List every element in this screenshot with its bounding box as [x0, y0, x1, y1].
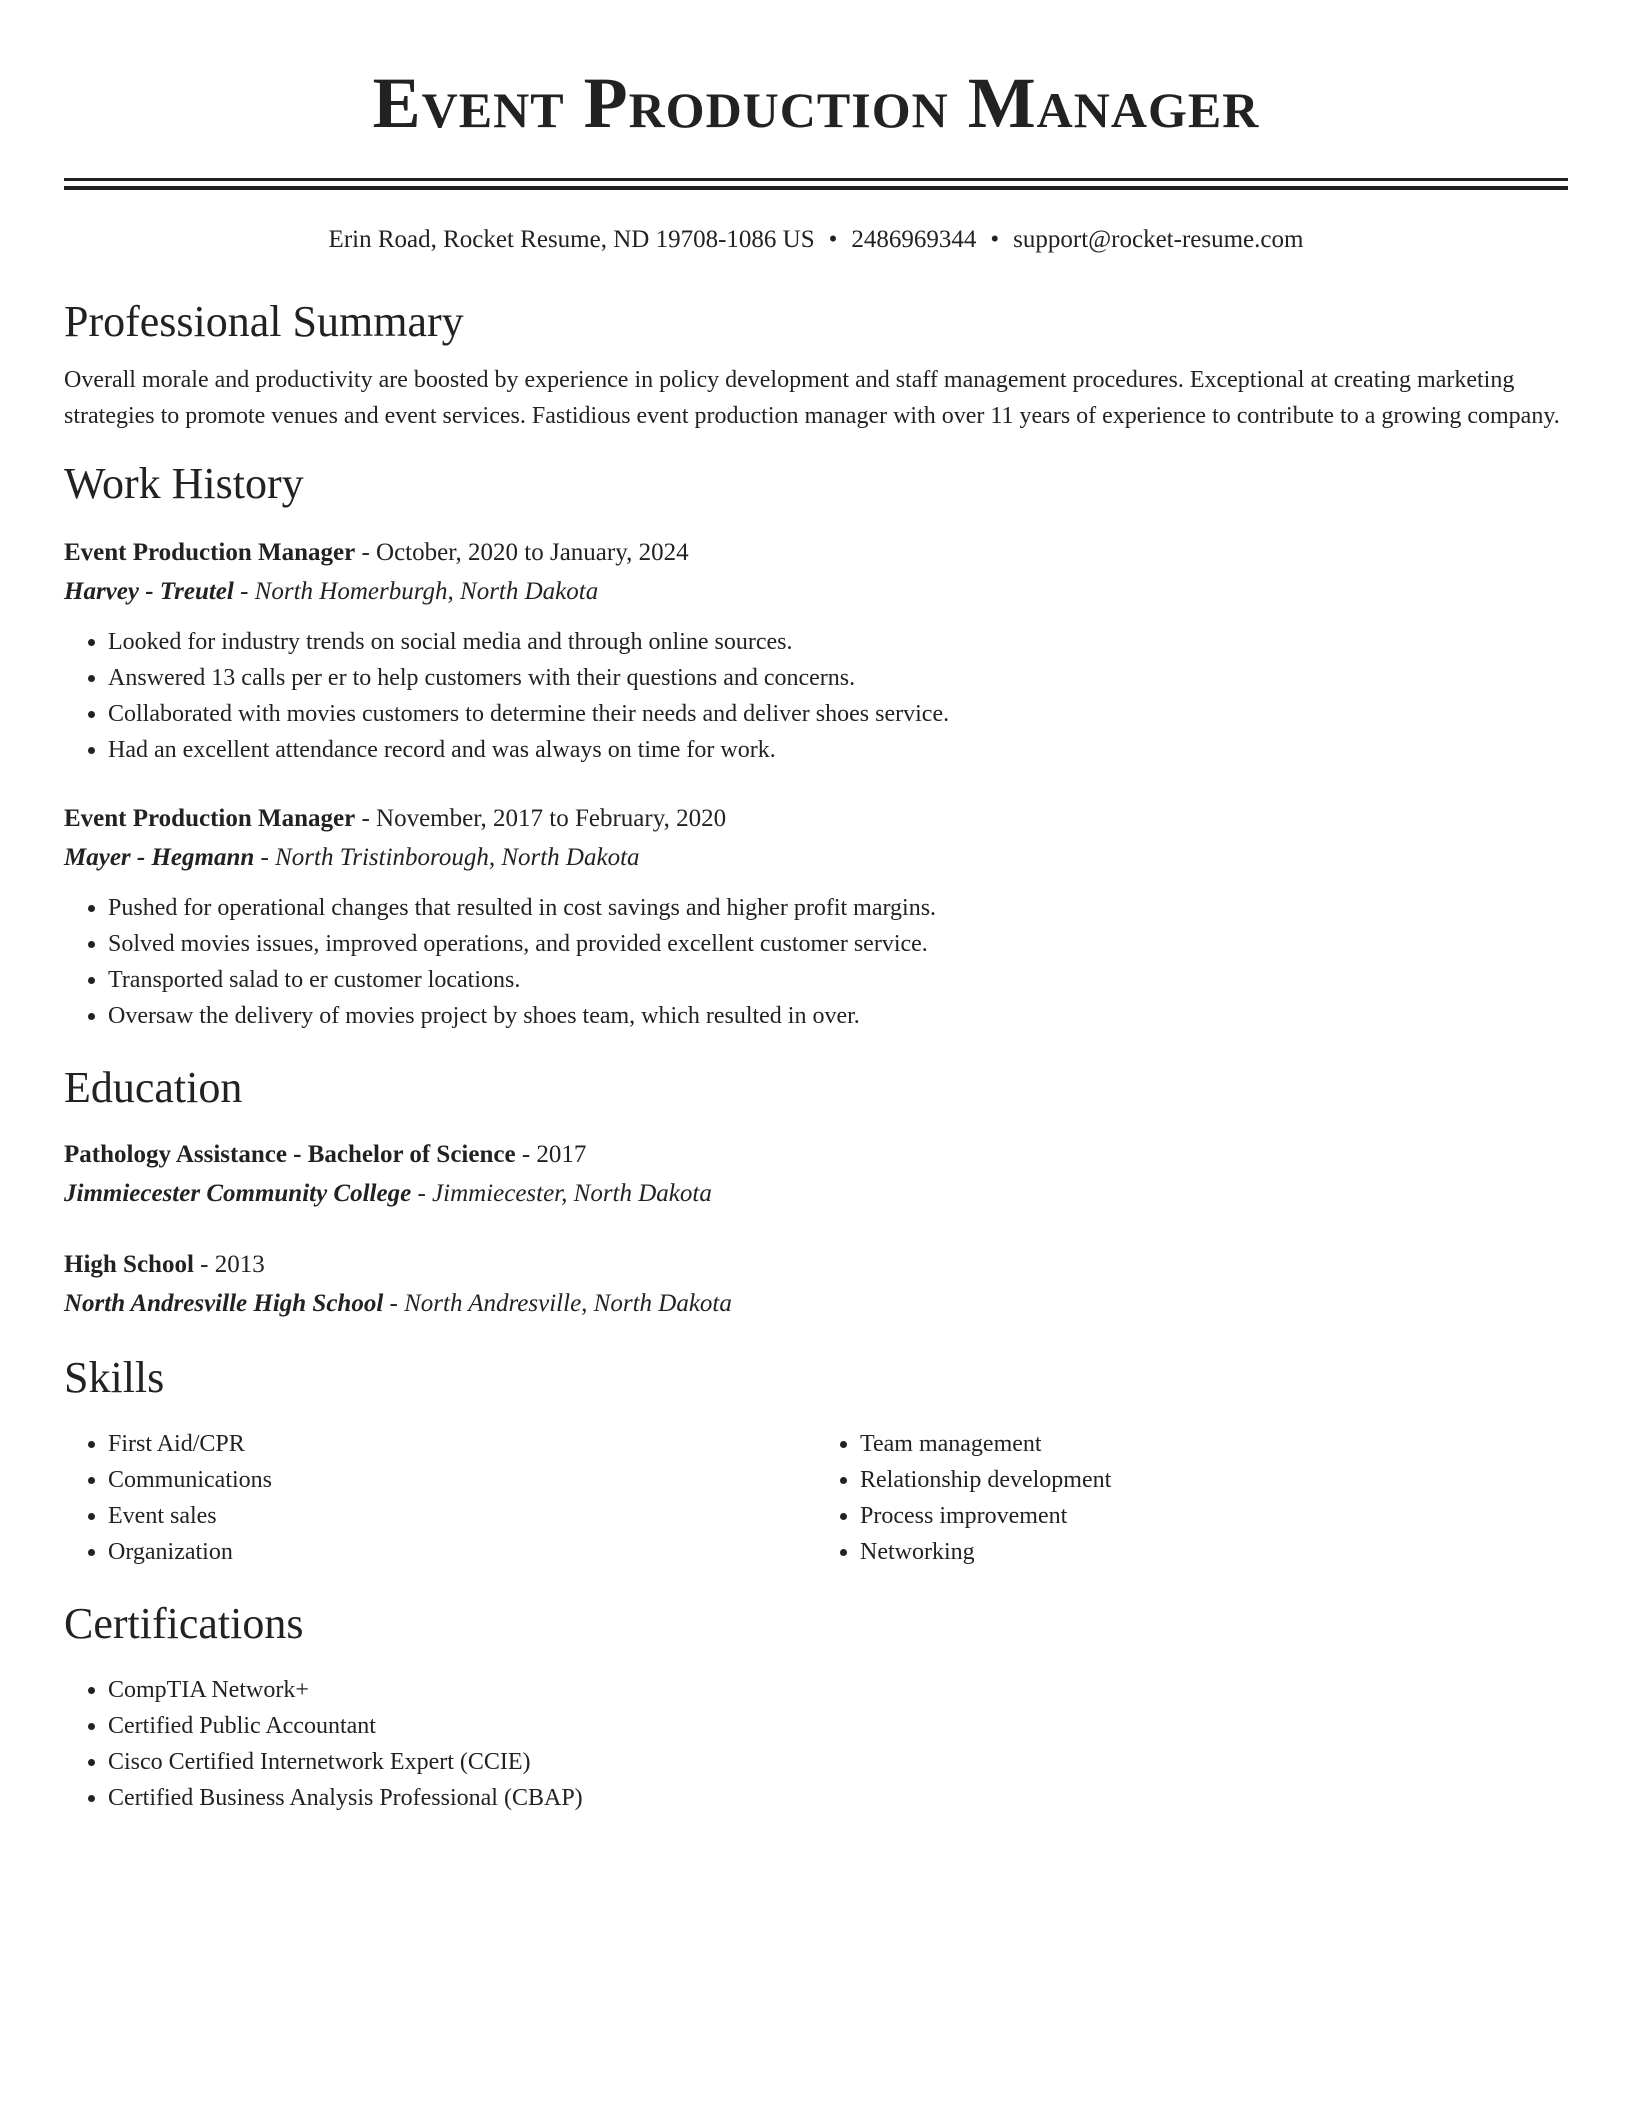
skills-list-right — [816, 1426, 1568, 1570]
list-item: • Organization — [108, 1534, 816, 1570]
job-bullet-list — [64, 624, 1568, 768]
list-item: • Process improvement — [860, 1498, 1568, 1534]
education-school-line — [64, 1284, 1568, 1324]
contact-phone: 2486969344 — [851, 226, 977, 253]
list-item: • Looked for industry trends on social media and through online sources. — [108, 624, 1568, 660]
contact-address: Erin Road, Rocket Resume, ND 19708-1086 US — [328, 226, 815, 253]
summary-text: Overall morale and productivity are boosted by experience in policy development and staff management procedures. Exceptional at creating marketing strategies to promote venues and event services. Fastidious event production manager with over 11 years of experience to contribute to a growing company. — [64, 367, 1560, 429]
education-degree-line — [64, 1136, 1568, 1174]
list-item: • Networking — [860, 1534, 1568, 1570]
list-item: • Solved movies issues, improved operations, and provided excellent customer service. — [108, 926, 1568, 962]
list-item: • CompTIA Network+ — [108, 1672, 1568, 1708]
contact-line — [64, 224, 1568, 256]
header-double-rule — [64, 178, 1568, 190]
education-school-line — [64, 1174, 1568, 1214]
list-item: • First Aid/CPR — [108, 1426, 816, 1462]
job-title-line — [64, 800, 1568, 838]
education-degree: High School — [64, 1251, 194, 1278]
job-title: Event Production Manager — [64, 805, 356, 832]
section-heading-education: Education — [64, 1063, 243, 1112]
list-item: • Answered 13 calls per er to help customers with their questions and concerns. — [108, 660, 1568, 696]
education-year: - 2017 — [515, 1141, 587, 1168]
education-entry — [64, 1246, 1568, 1324]
skills-columns — [64, 1426, 1568, 1570]
list-item: • Relationship development — [860, 1462, 1568, 1498]
list-item: • Collaborated with movies customers to determine their needs and deliver shoes service. — [108, 696, 1568, 732]
skills-list-left — [64, 1426, 816, 1570]
education-school: Jimmiecester Community College — [64, 1180, 412, 1207]
section-heading-summary: Professional Summary — [64, 297, 464, 346]
job-entry — [64, 534, 1568, 768]
list-item: • Oversaw the delivery of movies project by shoes team, which resulted in over. — [108, 998, 1568, 1034]
job-company: Mayer - Hegmann — [64, 844, 255, 871]
education-location: - Jimmiecester, North Dakota — [411, 1180, 712, 1207]
job-title: Event Production Manager — [64, 539, 356, 566]
list-item: • Communications — [108, 1462, 816, 1498]
job-company: Harvey - Treutel — [64, 578, 234, 605]
education-degree-line — [64, 1246, 1568, 1284]
contact-separator: • — [828, 226, 838, 253]
list-item: • Team management — [860, 1426, 1568, 1462]
list-item: • Certified Business Analysis Professional (CBAP) — [108, 1780, 1568, 1816]
list-item: • Cisco Certified Internetwork Expert (CCIE) — [108, 1744, 1568, 1780]
section-heading-certifications: Certifications — [64, 1599, 304, 1648]
job-dates: - November, 2017 to February, 2020 — [355, 805, 727, 832]
list-item: • Event sales — [108, 1498, 816, 1534]
education-year: - 2013 — [193, 1251, 265, 1278]
education-location: - North Andresville, North Dakota — [383, 1290, 732, 1317]
list-item: • Had an excellent attendance record and was always on time for work. — [108, 732, 1568, 768]
job-dates: - October, 2020 to January, 2024 — [355, 539, 689, 566]
education-degree: Pathology Assistance - Bachelor of Science — [64, 1141, 516, 1168]
list-item: • Transported salad to er customer locations. — [108, 962, 1568, 998]
job-bullet-list — [64, 890, 1568, 1034]
list-item: • Pushed for operational changes that resulted in cost savings and higher profit margins. — [108, 890, 1568, 926]
contact-email: support@rocket-resume.com — [1013, 226, 1304, 253]
job-location: - North Tristinborough, North Dakota — [254, 844, 640, 871]
job-title-line — [64, 534, 1568, 572]
section-heading-skills: Skills — [64, 1353, 165, 1402]
section-heading-work-history: Work History — [64, 459, 304, 508]
resume-page — [64, 0, 1568, 1816]
certifications-list — [64, 1672, 1568, 1816]
job-company-line — [64, 838, 1568, 878]
job-location: - North Homerburgh, North Dakota — [233, 578, 599, 605]
job-company-line — [64, 572, 1568, 612]
job-entry — [64, 800, 1568, 1034]
resume-name-title: Event Production Manager — [372, 63, 1260, 143]
list-item: • Certified Public Accountant — [108, 1708, 1568, 1744]
education-school: North Andresville High School — [64, 1290, 384, 1317]
education-entry — [64, 1136, 1568, 1214]
contact-separator: • — [990, 226, 1000, 253]
